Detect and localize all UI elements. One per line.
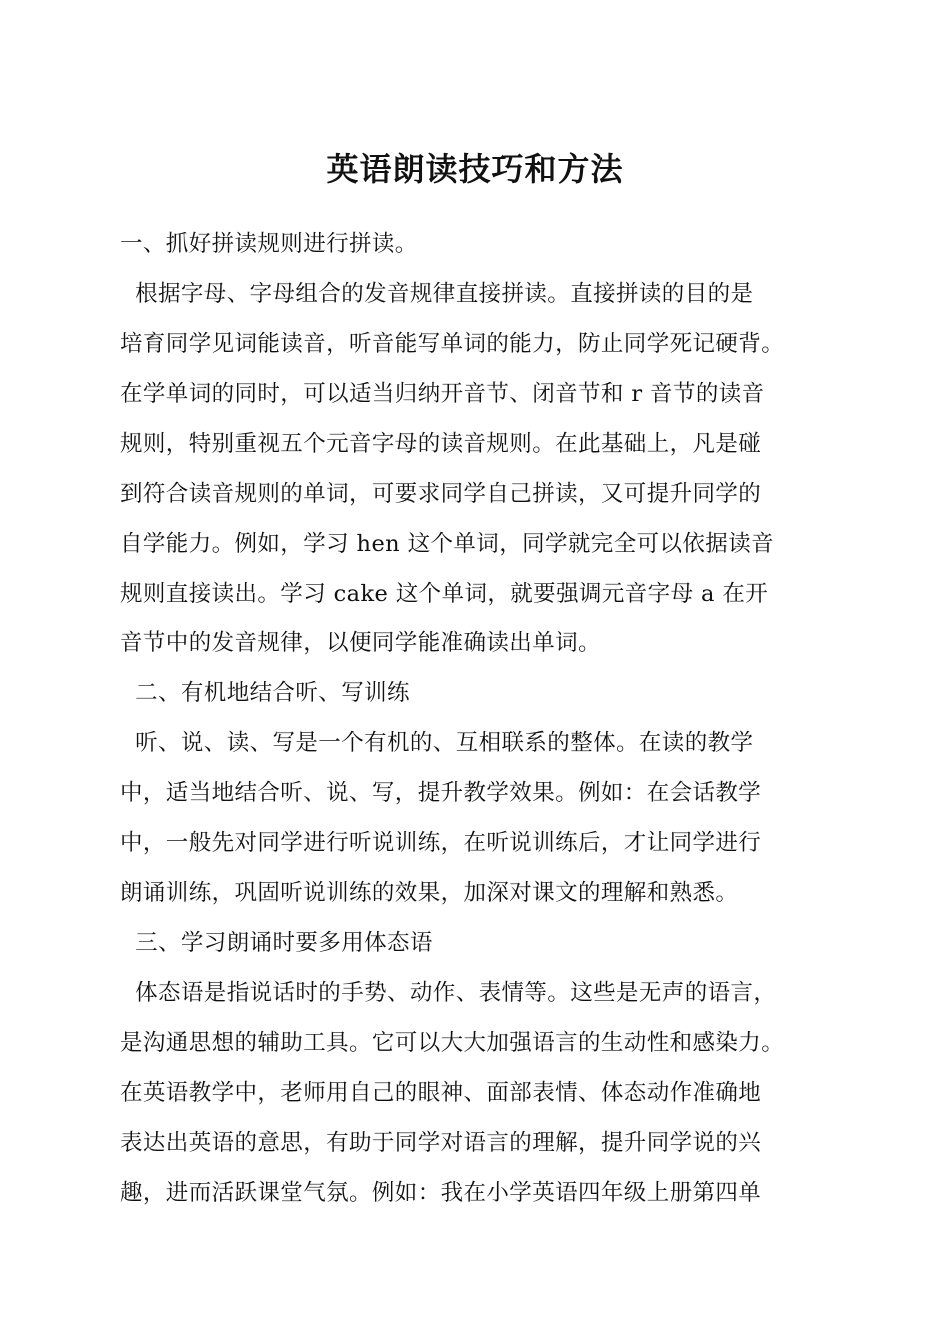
text-line: 根据字母、字母组合的发音规律直接拼读。直接拼读的目的是: [120, 281, 754, 307]
text-line: 三、学习朗诵时要多用体态语: [120, 930, 433, 956]
text-line: 趣，进而活跃课堂气氛。例如：我在小学英语四年级上册第四单: [120, 1180, 762, 1206]
text-line: 表达出英语的意思，有助于同学对语言的理解，提升同学说的兴: [120, 1130, 762, 1156]
text-line: 音节中的发音规律，以便同学能准确读出单词。: [120, 630, 601, 656]
text-line: 一、抓好拼读规则进行拼读。: [120, 231, 418, 257]
text-line: 朗诵训练，巩固听说训练的效果，加深对课文的理解和熟悉。: [120, 880, 739, 906]
text-line: 听、说、读、写是一个有机的、互相联系的整体。在读的教学: [120, 730, 754, 756]
text-line: 中，适当地结合听、说、写，提升教学效果。例如：在会话教学: [120, 780, 762, 806]
text-line: 在英语教学中，老师用自己的眼神、面部表情、体态动作准确地: [120, 1080, 762, 1106]
text-line: 规则，特别重视五个元音字母的读音规则。在此基础上，凡是碰: [120, 431, 762, 457]
text-line: 体态语是指说话时的手势、动作、表情等。这些是无声的语言，: [120, 980, 777, 1006]
text-line: 是沟通思想的辅助工具。它可以大大加强语言的生动性和感染力。: [120, 1030, 785, 1056]
text-line: 到符合读音规则的单词，可要求同学自己拼读，又可提升同学的: [120, 481, 762, 507]
text-line: 自学能力。例如，学习 hen 这个单词，同学就完全可以依据读音: [120, 531, 775, 557]
text-line: 二、有机地结合听、写训练: [120, 680, 410, 706]
text-line: 培育同学见词能读音，听音能写单词的能力，防止同学死记硬背。: [120, 331, 785, 357]
document-title: 英语朗读技巧和方法: [326, 150, 624, 188]
text-line: 规则直接读出。学习 cake 这个单词，就要强调元音字母 a 在开: [120, 581, 769, 607]
text-line: 在学单词的同时，可以适当归纳开音节、闭音节和 r 音节的读音: [120, 381, 765, 407]
text-line: 中，一般先对同学进行听说训练，在听说训练后，才让同学进行: [120, 830, 762, 856]
